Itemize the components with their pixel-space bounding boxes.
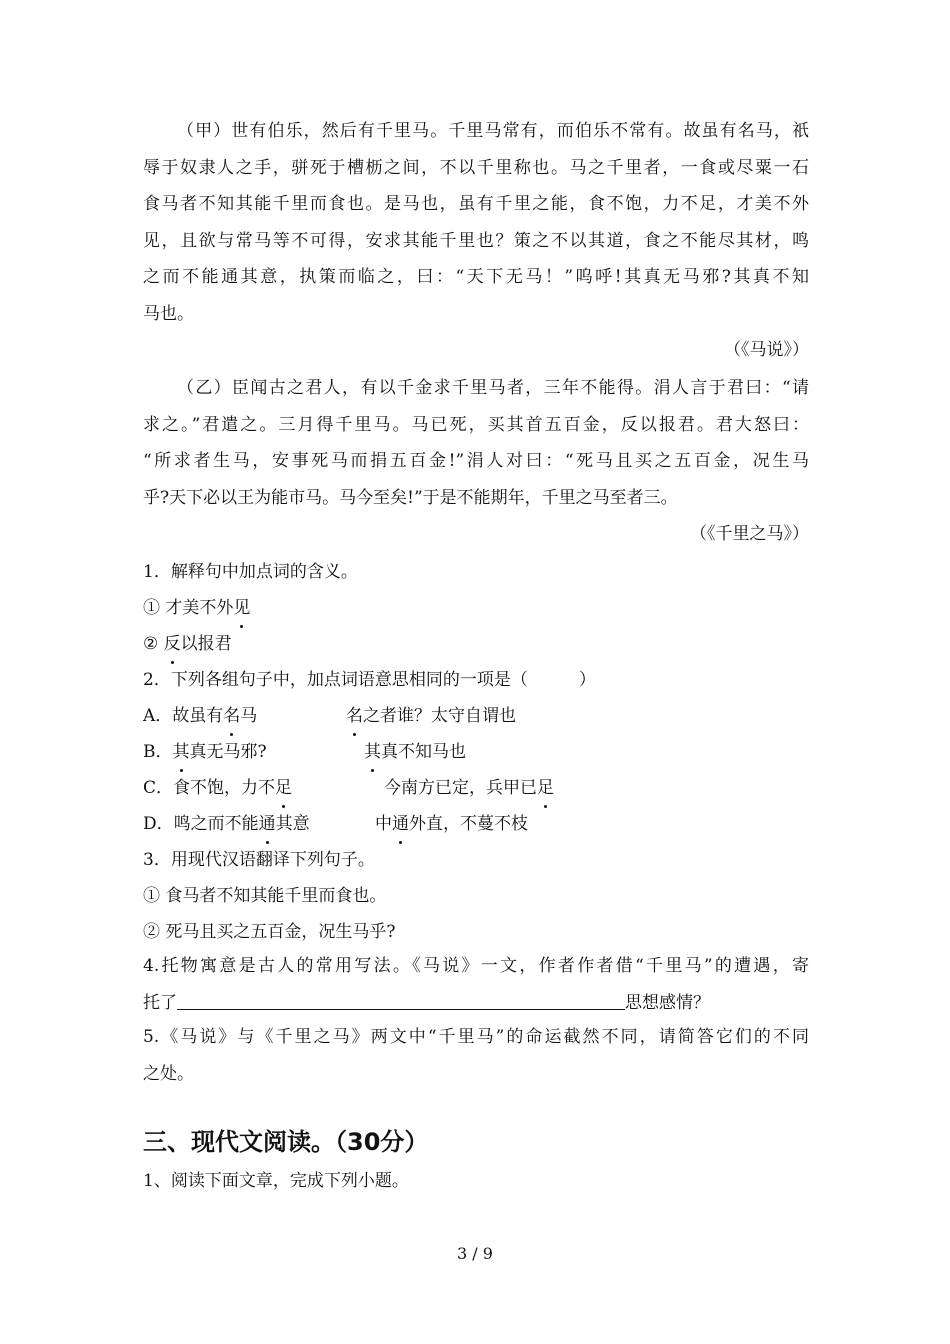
passage-yi-line: “所求者生马，安事死马而捐五百金!”涓人对曰：“死马且买之五百金，况生马 [143,451,809,471]
question-1-item-1: ① 才美不外见 [143,590,250,626]
passage-jia-line: 辱于奴隶人之手，骈死于槽枥之间，不以千里称也。马之千里者，一食或尽粟一石 [143,157,809,178]
question-4-line-1: 4.托物寓意是古人的常用写法。《马说》一文，作者作者借“千里马”的遭遇，寄 [143,956,809,976]
question-4 [143,948,809,1021]
passage-yi-source: （《千里之马》） [690,524,809,544]
page-number: 3 / 9 [457,1244,493,1263]
question-5 [143,1019,809,1092]
question-3-item-1: ① 食马者不知其能千里而食也。 [143,886,387,906]
passage-yi-line: 乎?天下必以王为能市马。马今至矣!”于是不能期年，千里之马至者三。 [143,487,678,508]
passage-jia-line: （甲）世有伯乐，然后有千里马。千里马常有，而伯乐不常有。故虽有名马，祇 [177,121,809,141]
passage-yi-line: 求之。”君遣之。三月得千里马。马已死，买其首五百金，反以报君。君大怒曰： [143,414,809,435]
dotted-word: 足 [275,770,292,806]
option-d-first: D．鸣之而不能通其意 [143,806,310,842]
option-a-first: A．故虽有名马 [143,698,257,734]
answer-blank[interactable] [177,991,625,1010]
dotted-word: 见 [233,590,250,626]
question-3-item-2: ② 死马且买之五百金，况生马乎? [143,922,396,942]
dotted-word: 通 [259,806,276,842]
question-1-stem: 1．解释句中加点词的含义。 [143,562,358,582]
option-b-first: B．其真无马邪? [143,734,267,770]
section-3-instruction: 1、阅读下面文章，完成下列小题。 [143,1171,409,1191]
passage-jia-line: 马也。 [143,303,194,324]
question-1-item-2: ② 反以报君 [143,626,232,662]
question-5-line-2: 之处。 [143,1063,194,1084]
dotted-word: 其 [364,734,381,770]
option-b-second: 其真不知马也 [364,734,466,770]
question-2-stem: 2．下列各组句子中，加点词语意思相同的一项是（ ） [143,670,596,690]
passage-jia [143,113,809,369]
passage-yi-line: （乙）臣闻古之君人，有以千金求千里马者，三年不能得。涓人言于君曰：“请 [177,378,809,398]
passage-jia-line: 之而不能通其意，执策而临之，曰：“天下无马！”呜呼!其真无马邪?其真不知 [143,267,809,287]
dotted-word: 通 [392,806,409,842]
question-3-stem: 3．用现代汉语翻译下列句子。 [143,850,375,870]
section-3-heading: 三、现代文阅读。（30分） [143,1128,429,1156]
passage-jia-line: 食马者不知其能千里而食也。是马也，虽有千里之能，食不饱，力不足，才美不外 [143,194,809,214]
dotted-word: 其 [173,734,190,770]
option-a-second: 名之者谁？太守自谓也 [346,698,516,734]
passage-yi [143,370,809,553]
dotted-word: 名 [223,698,240,734]
question-5-line-1: 5.《马说》与《千里之马》两文中“千里马”的命运截然不同，请简答它们的不同 [143,1027,809,1047]
option-c-first: C．食不饱，力不足 [143,770,292,806]
passage-jia-line: 见，且欲与常马等不可得，安求其能千里也？策之不以其道，食之不能尽其材，鸣 [143,230,809,251]
dotted-word: 名 [346,698,363,734]
question-4-line-2: 托了 思想感情？ [143,992,710,1013]
dotted-word: 足 [537,770,554,806]
option-c-second: 今南方已定，兵甲已足 [384,770,554,806]
dotted-word: 反 [164,626,181,662]
passage-jia-source: （《马说》） [724,340,809,360]
option-d-second: 中通外直，不蔓不枝 [375,806,528,842]
